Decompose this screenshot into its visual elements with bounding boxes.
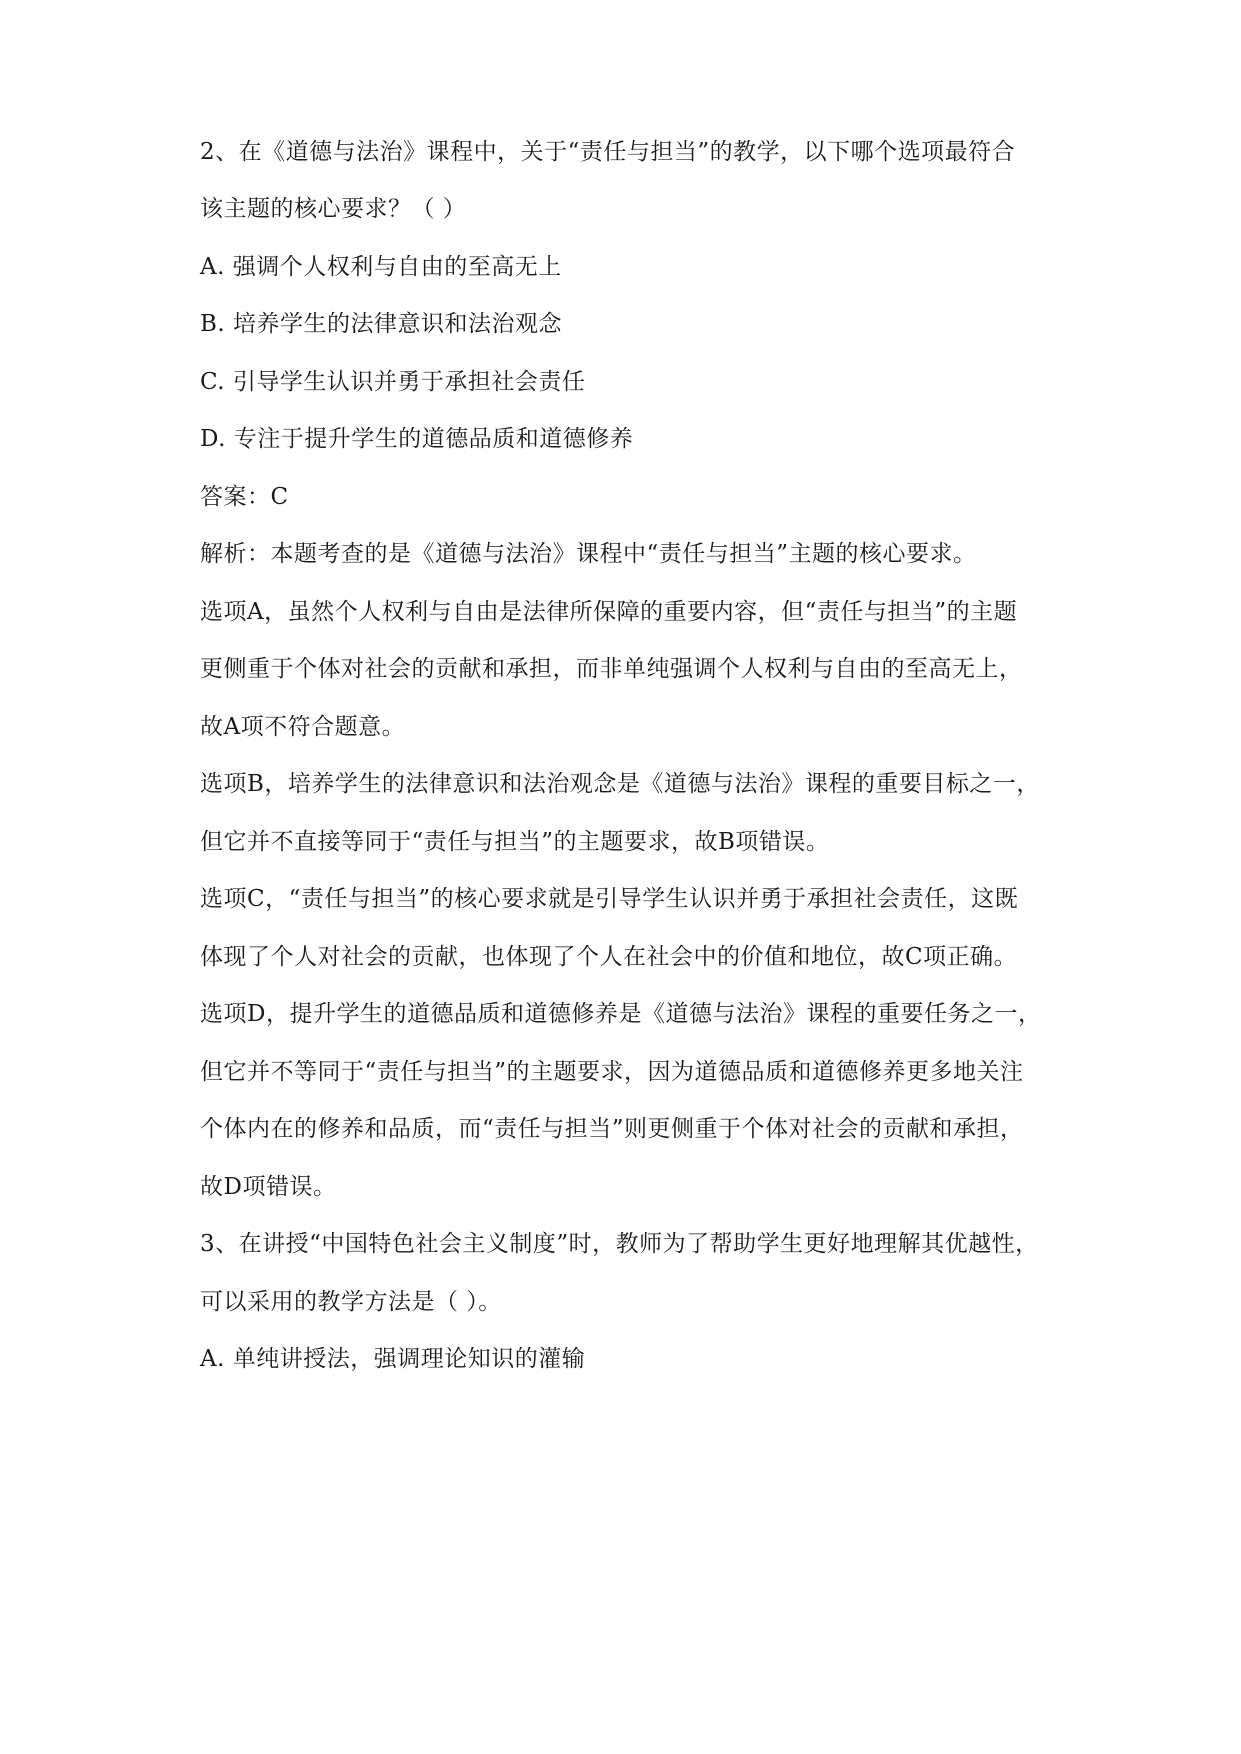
analysis-line: 选项A，虽然个人权利与自由是法律所保障的重要内容，但“责任与担当”的主题 <box>200 599 1018 625</box>
question-3-option-a: A. 单纯讲授法，强调理论知识的灌输 <box>200 1346 586 1372</box>
analysis-line: 个体内在的修养和品质，而“责任与担当”则更侧重于个体对社会的贡献和承担， <box>200 1116 1024 1142</box>
analysis-line: 体现了个人对社会的贡献，也体现了个人在社会中的价值和地位，故C项正确。 <box>200 944 1018 970</box>
question-2-stem-line-1: 2、在《道德与法治》课程中，关于“责任与担当”的教学，以下哪个选项最符合 <box>200 139 1016 165</box>
analysis-line: 故A项不符合题意。 <box>200 714 406 740</box>
question-2-stem-line-2: 该主题的核心要求？（ ） <box>200 196 467 222</box>
question-3-stem-line-1: 3、在讲授“中国特色社会主义制度”时，教师为了帮助学生更好地理解其优越性， <box>200 1231 1039 1257</box>
question-2-option-d: D. 专注于提升学生的道德品质和道德修养 <box>200 426 634 452</box>
analysis-line: 但它并不等同于“责任与担当”的主题要求，因为道德品质和道德修养更多地关注 <box>200 1059 1024 1085</box>
question-2-option-b: B. 培养学生的法律意识和法治观念 <box>200 311 563 337</box>
analysis-line: 选项D，提升学生的道德品质和道德修养是《道德与法治》课程的重要任务之一， <box>200 1001 1042 1027</box>
question-2-option-c: C. 引导学生认识并勇于承担社会责任 <box>200 369 586 395</box>
analysis-line: 选项B，培养学生的法律意识和法治观念是《道德与法治》课程的重要目标之一， <box>200 771 1040 797</box>
analysis-line: 解析：本题考查的是《道德与法治》课程中“责任与担当”主题的核心要求。 <box>200 541 977 567</box>
analysis-line: 选项C，“责任与担当”的核心要求就是引导学生认识并勇于承担社会责任，这既 <box>200 886 1019 912</box>
analysis-line: 更侧重于个体对社会的贡献和承担，而非单纯强调个人权利与自由的至高无上， <box>200 656 1023 682</box>
question-3-stem-line-2: 可以采用的教学方法是（ ）。 <box>200 1289 502 1315</box>
analysis-line: 故D项错误。 <box>200 1174 337 1200</box>
question-2-answer: 答案：C <box>200 484 289 510</box>
question-2-option-a: A. 强调个人权利与自由的至高无上 <box>200 254 562 280</box>
analysis-line: 但它并不直接等同于“责任与担当”的主题要求，故B项错误。 <box>200 829 830 855</box>
